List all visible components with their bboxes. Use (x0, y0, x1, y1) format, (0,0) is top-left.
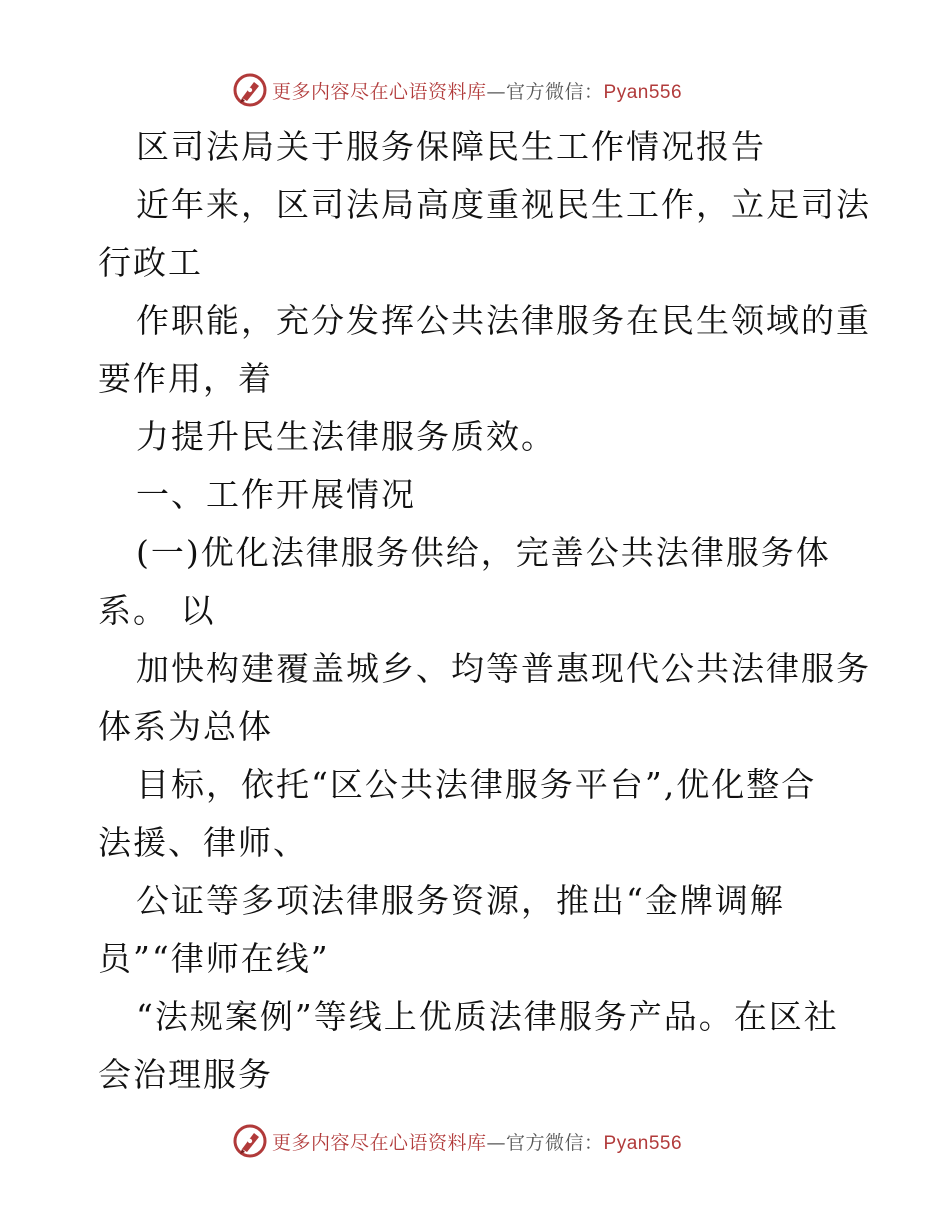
banner-text (272, 77, 682, 104)
header-banner (232, 70, 682, 110)
document-body (98, 118, 871, 1104)
text-line: 会治理服务 (98, 1055, 273, 1094)
text-line: 区司法局关于服务保障民生工作情况报告 (136, 127, 766, 166)
text-line: 目标，依托“区公共法律服务平台”,优化整合 (136, 765, 817, 804)
text-line: 要作用，着 (98, 359, 273, 398)
text-line: “法规案例”等线上优质法律服务产品。在区社 (136, 997, 839, 1036)
text-line: 员”“律师在线” (98, 939, 330, 978)
pen-logo-icon (232, 1123, 268, 1159)
text-line: 系。 以 (98, 591, 216, 630)
banner-dash: — (486, 1131, 507, 1154)
text-line: 加快构建覆盖城乡、均等普惠现代公共法律服务 (136, 649, 871, 688)
banner-wechat-id: Pyan556 (603, 81, 683, 103)
pen-logo-icon (232, 72, 268, 108)
footer-banner (232, 1121, 682, 1161)
banner-wechat-id: Pyan556 (603, 1132, 683, 1154)
banner-main-text: 更多内容尽在心语资料库 (272, 1131, 487, 1154)
banner-wechat-label: 官方微信： (506, 80, 604, 103)
banner-dash: — (486, 80, 507, 103)
text-line: 行政工 (98, 243, 203, 282)
text-line: 法援、律师、 (98, 823, 308, 862)
text-line: (一)优化法律服务供给，完善公共法律服务体 (136, 533, 831, 572)
text-line: 公证等多项法律服务资源，推出“金牌调解 (136, 881, 785, 920)
banner-text (272, 1128, 682, 1155)
text-line: 近年来，区司法局高度重视民生工作，立足司法 (136, 185, 871, 224)
text-line: 一、工作开展情况 (136, 475, 416, 514)
text-line: 作职能，充分发挥公共法律服务在民生领域的重 (136, 301, 871, 340)
text-line: 体系为总体 (98, 707, 273, 746)
banner-wechat-label: 官方微信： (506, 1131, 604, 1154)
banner-main-text: 更多内容尽在心语资料库 (272, 80, 487, 103)
text-line: 力提升民生法律服务质效。 (136, 417, 556, 456)
